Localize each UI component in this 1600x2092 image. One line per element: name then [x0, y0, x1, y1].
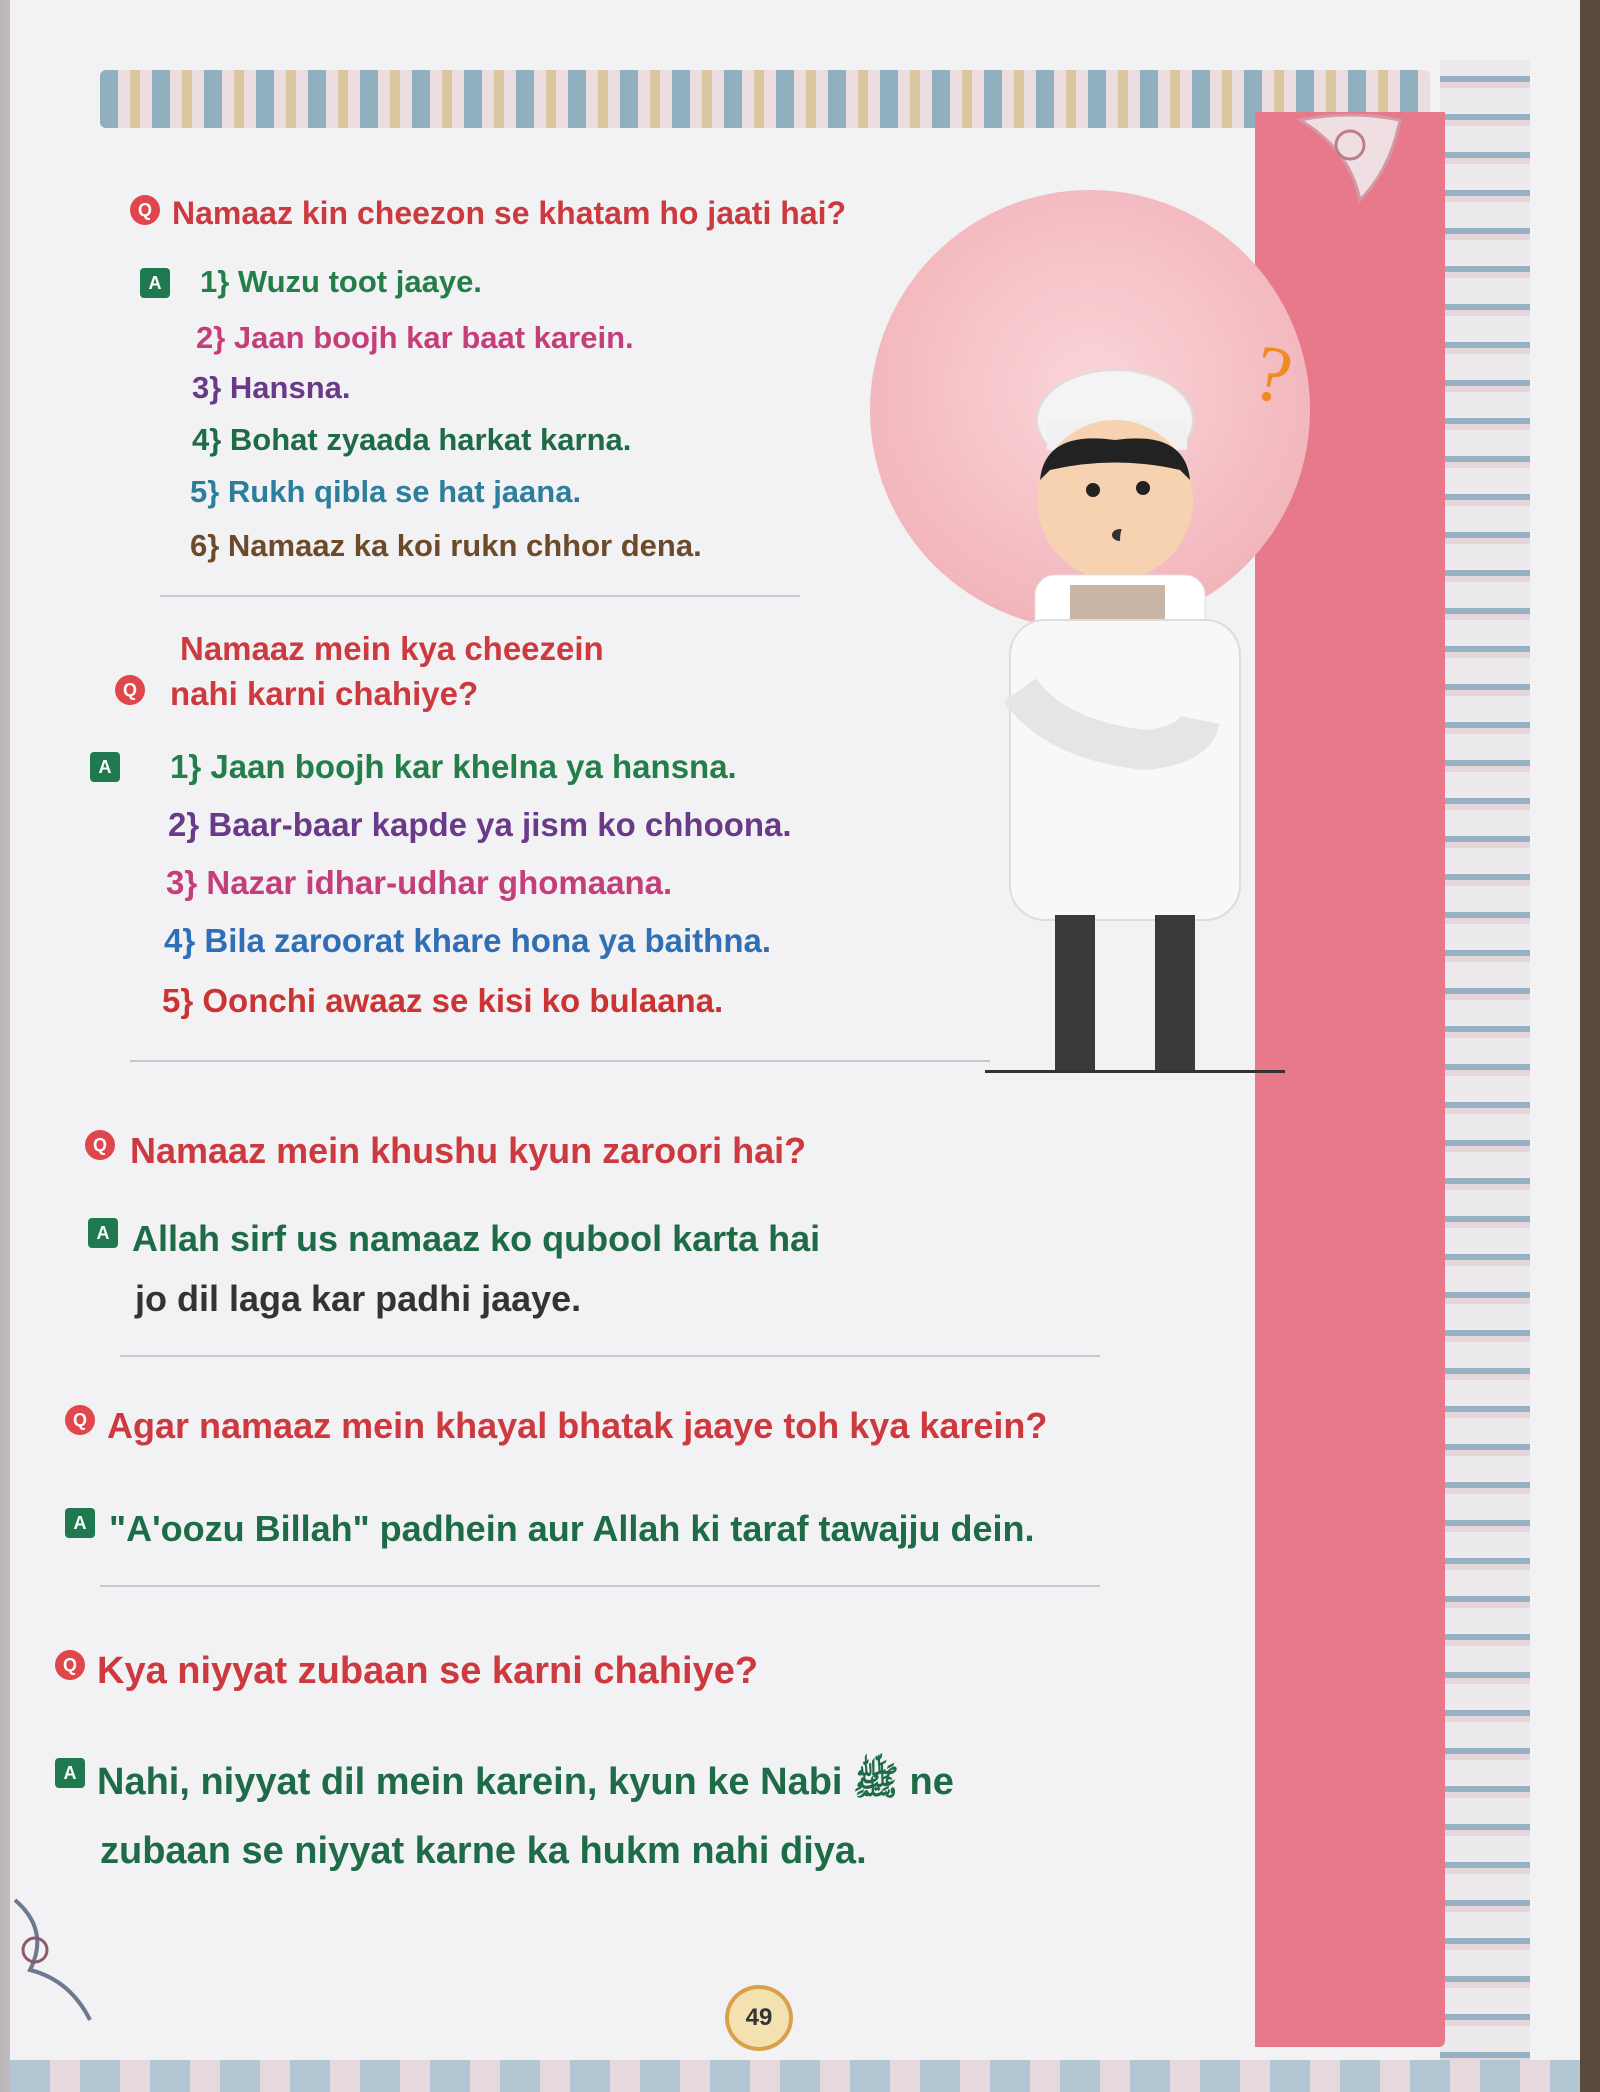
answer-1-item-5: 5} Rukh qibla se hat jaana.: [190, 474, 582, 509]
answer-4-text: "A'oozu Billah" padhein aur Allah ki taraf tawajju dein.: [109, 1508, 1035, 1549]
a-badge: A: [90, 752, 120, 782]
decorative-border-top: [100, 70, 1430, 128]
answer-2-item-1: 1} Jaan boojh kar khelna ya hansna.: [170, 748, 737, 785]
ground-line: [985, 1070, 1285, 1073]
answer-2-item-4: 4} Bila zaroorat khare hona ya baithna.: [164, 922, 772, 959]
decorative-border-bottom: [10, 2060, 1580, 2092]
floral-corner-ornament-bottom-left: [10, 1890, 100, 2030]
q-badge: Q: [130, 195, 160, 225]
question-1: [130, 195, 846, 232]
separator: [160, 595, 800, 597]
answer-3: [88, 1218, 820, 1260]
answer-4: [65, 1508, 1035, 1550]
separator: [130, 1060, 990, 1062]
answer-2-item-2: 2} Baar-baar kapde ya jism ko chhoona.: [168, 806, 792, 843]
floral-corner-ornament: [1290, 110, 1410, 210]
answer-1-badge-row: [140, 268, 170, 298]
answer-1-item-2: 2} Jaan boojh kar baat karein.: [196, 320, 634, 355]
q-badge: Q: [55, 1650, 85, 1680]
answer-2-badge-row: [90, 752, 120, 782]
page-number: 49: [725, 1985, 793, 2051]
answer-1-item-1: 1} Wuzu toot jaaye.: [200, 264, 482, 299]
answer-1-item-6: 6} Namaaz ka koi rukn chhor dena.: [190, 528, 702, 563]
question-3: [85, 1130, 806, 1172]
answer-1-item-3: 3} Hansna.: [192, 370, 351, 405]
question-5: [55, 1650, 758, 1693]
thinking-boy-illustration: [995, 360, 1285, 1072]
q-badge: Q: [115, 675, 145, 705]
question-1-text: Namaaz kin cheezon se khatam ho jaati hai?: [172, 195, 846, 231]
a-badge: A: [65, 1508, 95, 1538]
answer-5-line-2: zubaan se niyyat karne ka hukm nahi diya.: [100, 1830, 867, 1872]
separator: [100, 1585, 1100, 1587]
question-4: [65, 1405, 1047, 1447]
q-badge: Q: [65, 1405, 95, 1435]
question-4-text: Agar namaaz mein khayal bhatak jaaye toh kya karein?: [107, 1405, 1048, 1446]
a-badge: A: [55, 1758, 85, 1788]
question-5-text: Kya niyyat zubaan se karni chahiye?: [97, 1650, 759, 1692]
separator: [120, 1355, 1100, 1357]
answer-3-line-1: Allah sirf us namaaz ko qubool karta hai: [132, 1218, 821, 1259]
decorative-border-right: [1440, 60, 1530, 2090]
a-badge: A: [140, 268, 170, 298]
answer-3-line-2: jo dil laga kar padhi jaaye.: [135, 1278, 582, 1319]
question-mark-graphic: ?: [1246, 328, 1300, 422]
answer-2-item-3: 3} Nazar idhar-udhar ghomaana.: [166, 864, 673, 901]
answer-2-item-5: 5} Oonchi awaaz se kisi ko bulaana.: [162, 982, 724, 1019]
a-badge: A: [88, 1218, 118, 1248]
question-2-line-2: nahi karni chahiye?: [170, 675, 479, 712]
answer-5: [55, 1758, 954, 1813]
question-2-line-1: Namaaz mein kya cheezein: [180, 630, 604, 667]
book-page: [10, 0, 1580, 2092]
q-badge: Q: [85, 1130, 115, 1160]
answer-1-item-4: 4} Bohat zyaada harkat karna.: [192, 422, 632, 457]
question-2: [115, 675, 478, 713]
question-3-text: Namaaz mein khushu kyun zaroori hai?: [130, 1130, 807, 1171]
answer-5-line-1: Nahi, niyyat dil mein karein, kyun ke Nabi ﷺ ne: [97, 1761, 954, 1803]
